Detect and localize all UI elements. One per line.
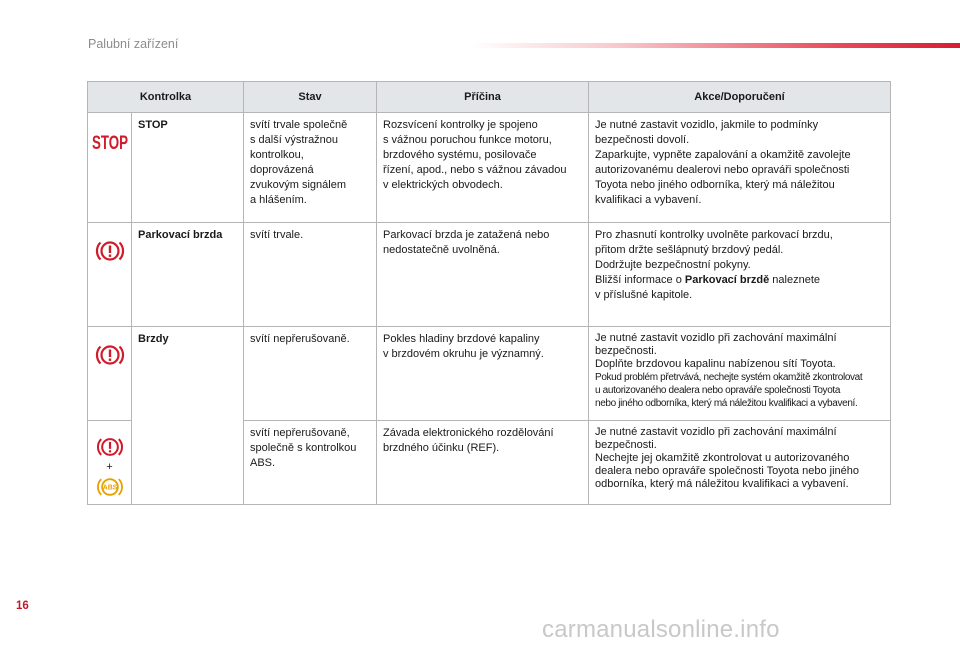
- brake-warning-icon: [95, 435, 125, 459]
- action-text: Je nutné zastavit vozidlo při zachování maximální bezpečnosti. Doplňte brzdovou kapalinu nabízenou sítí Toyota.: [595, 332, 837, 370]
- state-text: svítí trvale.: [244, 223, 377, 327]
- icon-cell: [88, 327, 132, 421]
- icon-cell: [88, 113, 132, 223]
- section-title: Palubní zařízení: [88, 37, 179, 51]
- light-name: Parkovací brzda: [132, 223, 244, 327]
- stop-warning-icon: [91, 131, 129, 153]
- stop-icon-text: STOP: [91, 133, 128, 154]
- action-text-end: naleznete v příslušné kapitole.: [595, 274, 821, 301]
- cause-text: Parkovací brzda je zatažená nebo nedostatečně uvolněná.: [377, 223, 589, 327]
- action-text-condensed: Pokud problém přetrvává, nechejte systém okamžitě zkontrolovat u autorizovaného dealera nebo opraváře společnosti Toyota nebo jiného odborníka, který má náležitou kvalifikaci a vybavení.: [595, 372, 863, 409]
- light-name: STOP: [132, 113, 244, 223]
- light-name: Brzdy: [132, 327, 244, 505]
- table-row: [88, 223, 891, 327]
- cause-text: Rozsvícení kontrolky je spojeno s vážnou poruchou funkce motoru, brzdového systému, posilovače řízení, apod., nebo s vážnou závadou v elektrických obvodech.: [377, 113, 589, 223]
- action-text: Je nutné zastavit vozidlo, jakmile to podmínky bezpečnosti dovolí. Zaparkujte, vypněte zapalování a okamžitě zavolejte autorizovanému dealerovi nebo opraváři společnosti Toyota nebo jiného odborníka, který má náležitou kvalifikaci a vybavení.: [589, 113, 891, 223]
- brake-warning-icon: [95, 238, 125, 264]
- warning-lights-table: [87, 81, 891, 505]
- action-text-start: Pro zhasnutí kontrolky uvolněte parkovací brzdu, přitom držte sešlápnutý brzdový pedál. Dodržujte bezpečnostní pokyny. Bližší informace o: [595, 229, 833, 286]
- icon-cell: [88, 421, 132, 505]
- cause-text: Závada elektronického rozdělování brzdného účinku (REF).: [377, 421, 589, 505]
- icon-cell: [88, 223, 132, 327]
- action-text: Je nutné zastavit vozidlo při zachování maximální bezpečnosti. Nechejte jej okamžitě zkontrolovat u autorizovaného dealera nebo opraváře společnosti Toyota nebo jiného odborníka, který má náležitou kvalifikaci a vybavení.: [589, 421, 891, 505]
- column-header-pricina: Příčina: [377, 82, 589, 113]
- header-accent-bar: [470, 43, 960, 48]
- column-header-akce: Akce/Doporučení: [589, 82, 891, 113]
- cause-text: Pokles hladiny brzdové kapaliny v brzdovém okruhu je významný.: [377, 327, 589, 421]
- action-text-bold: Parkovací brzdě: [684, 274, 770, 286]
- table-row: [88, 113, 891, 223]
- plus-sign: +: [106, 461, 113, 473]
- watermark: carmanualsonline.info: [542, 616, 780, 643]
- table-header-row: [88, 82, 891, 113]
- page-number: 16: [16, 600, 29, 612]
- abs-icon-text: ABS: [102, 484, 117, 492]
- state-text: svítí nepřerušovaně, společně s kontrolkou ABS.: [244, 421, 377, 505]
- state-text: svítí nepřerušovaně.: [244, 327, 377, 421]
- brake-warning-icon: [95, 342, 125, 368]
- action-text: [589, 223, 891, 327]
- state-text: svítí trvale společně s další výstražnou kontrolkou, doprovázená zvukovým signálem a hlášením.: [244, 113, 377, 223]
- table-row: [88, 327, 891, 421]
- action-cell: [589, 327, 891, 421]
- column-header-kontrolka: Kontrolka: [88, 82, 244, 113]
- abs-warning-icon: [95, 475, 125, 499]
- column-header-stav: Stav: [244, 82, 377, 113]
